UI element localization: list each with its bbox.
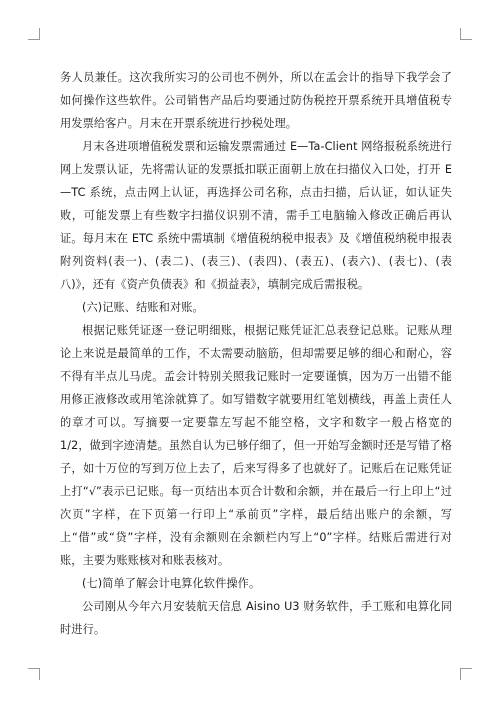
paragraph: 务人员兼任。这次我所实习的公司也不例外，所以在孟会计的指导下我学会了如何操作这些软件。公司销售产品后均要通过防伪税控开票系统开具增值税专用发票给客户。月末在开票系统进行抄税处理。	[60, 71, 452, 130]
crop-mark-bottom-right	[460, 668, 461, 680]
paragraph: 根据记账凭证逐一登记明细账，根据记账凭证汇总表登记总账。记账从理论上来说是最简单的工作，不太需要动脑筋，但却需要足够的细心和耐心，容不得有半点儿马虎。孟会计特别关照我记账时一定要谨慎，因为万一出错不能用修正液修改或用笔涂就算了。如写错数字就要用红笔划横线，再盖上责任人的章才可以。写摘要一定要靠左写起不能空格，文字和数字一般占格宽的 1/2，做到字迹清楚。虽然自认为已够仔细了，但一开始写金额时还是写错了格子，如十万位的写到万位上去了，后来写得多了也就好了。记账后在记账凭证上打“√”表示已记账。每一页结出本页合计数和余额，并在最后一行上印上“过次页”字样，在下页第一行印上“承前页”字样，最后结出账户的余额，写上“借”或“贷”字样，没有余额则在余额栏内写上“0”字样。结账后需进行对账，主要为账账核对和账表核对。	[60, 324, 452, 567]
section-heading: (七)简单了解会计电算化软件操作。	[82, 577, 261, 590]
paragraph: 月末各进项增值税发票和运输发票需通过 E—Ta-Client 网络报税系统进行网上发票认证，先将需认证的发票抵扣联正面朝上放在扫描仪入口处，打开 E—TC 系统，点击网上认证，再选择公司名称，点击扫描，后认证，如认证失败，可能发票上有些数字扫描仪识别不清，需手工电脑输入修改正确后再认证。每月末在 ETC 系统中需填制《增值税纳税申报表》及《增值税纳税申报表附列资料(表一)、(表二)、(表三)、(表四)、(表五)、(表六)、(表七)、(表八)》，还有《资产负债表》和《损益表》，填制完成后需报税。	[60, 140, 452, 291]
crop-mark-bottom-left	[39, 668, 40, 680]
crop-mark-top-left	[28, 39, 40, 40]
paragraph: 公司刚从今年六月安装航天信息 Aisino U3 财务软件，手工账和电算化同时进行。	[60, 600, 452, 636]
crop-mark-top-right	[460, 39, 472, 40]
section-heading: (六)记账、结账和对账。	[82, 301, 204, 314]
body-text	[60, 66, 452, 641]
crop-mark-bottom-right	[460, 668, 472, 669]
crop-mark-bottom-left	[28, 668, 40, 669]
